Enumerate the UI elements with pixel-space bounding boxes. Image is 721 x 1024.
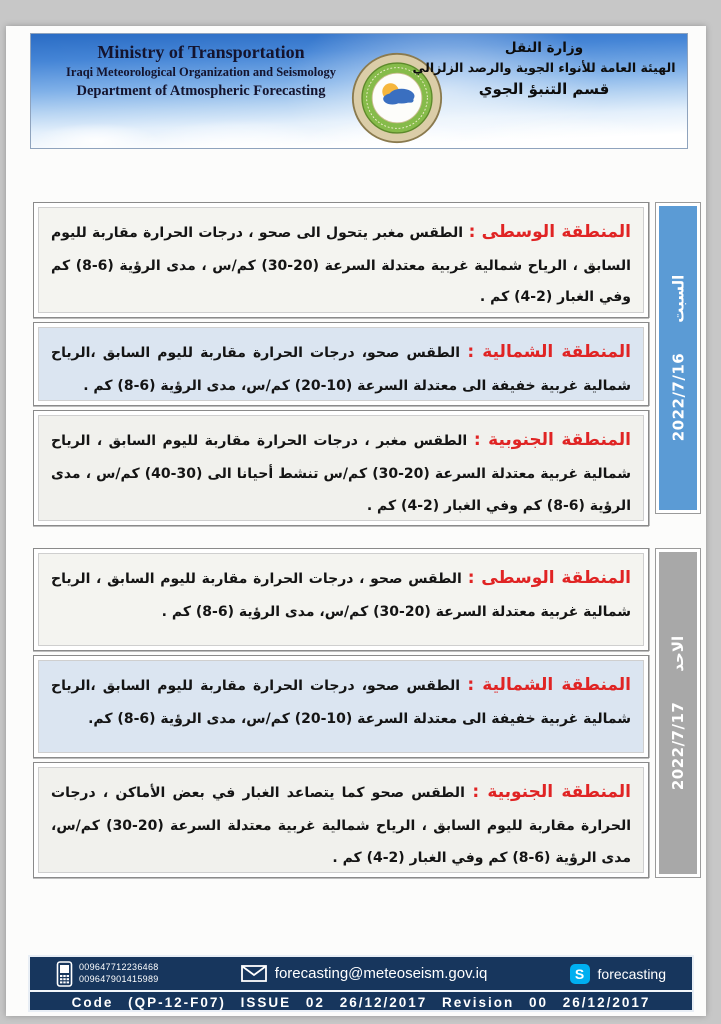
day-date: 2022/7/16: [669, 352, 688, 442]
header-arabic-block: [409, 40, 679, 98]
document-page: [6, 26, 706, 1016]
organization-title-ar: الهيئة العامة للأنواء الجوية والرصد الزلزالي: [412, 60, 676, 75]
department-title-ar: قسم التنبؤ الجوي: [478, 80, 610, 98]
day-name: السبت: [669, 274, 688, 323]
footer-contacts-row: [30, 957, 692, 990]
region-title: المنطقة الجنوبية :: [473, 430, 632, 451]
day-name: الاحد: [669, 635, 688, 672]
region-forecast-text: الطقس صحو كما يتصاعد الغبار في بعض الأماكن ، درجات الحرارة مقاربة لليوم السابق ، الرياح شمالية غربية معتدلة السرعة (20-30) كم/س، مدى الرؤية (6-8) كم وفي الغبار (2-4) كم .: [51, 785, 631, 866]
forecast-boxes-saturday: [33, 202, 649, 514]
email-address: forecasting@meteoseism.gov.iq: [274, 965, 488, 982]
footer-phone-block: [56, 961, 159, 987]
footer-email-block: [241, 965, 488, 982]
forecast-box-southern-sat: [33, 410, 649, 526]
header-banner: [30, 33, 688, 149]
forecast-box-northern-sun: [33, 655, 649, 758]
skype-icon: S: [570, 964, 590, 984]
day-tab-saturday: [655, 202, 701, 514]
organization-title-en: Iraqi Meteorological Organization and Seismology: [66, 65, 336, 79]
footer-skype-block: [570, 964, 666, 984]
forecast-group-sunday: [33, 548, 701, 878]
forecast-box-southern-sun: [33, 762, 649, 878]
forecast-group-saturday: [33, 202, 701, 514]
department-title-en: Department of Atmospheric Forecasting: [76, 83, 326, 99]
forecast-boxes-sunday: [33, 548, 649, 878]
phone-number-2: 009647901415989: [79, 973, 159, 984]
footer-contact-bar: [28, 955, 694, 1012]
forecast-box-central-sun: [33, 548, 649, 651]
region-title: المنطقة الوسطى :: [468, 222, 631, 242]
document-code-line: Code (QP-12-F07) ISSUE 02 26/12/2017 Revision 00 26/12/2017: [30, 990, 692, 1012]
region-title: المنطقة الشمالية :: [467, 675, 631, 696]
day-tab-sunday: [655, 548, 701, 878]
region-forecast-text: الطقس صحو، درجات الحرارة مقاربة لليوم السابق ،الرياح شمالية غربية خفيفة الى معتدلة السرعة (10-20) كم/س، مدى الرؤية (6-8) كم.: [51, 678, 631, 728]
region-forecast-text: الطقس صحو، درجات الحرارة مقاربة لليوم السابق ،الرياح شمالية غربية خفيفة الى معتدلة السرعة (10-20) كم/س، مدى الرؤية (6-8) كم .: [51, 344, 631, 394]
region-title: المنطقة الشمالية :: [467, 341, 631, 362]
phone-number-1: 009647712236468: [79, 962, 159, 973]
ministry-title-en: Ministry of Transportation: [97, 42, 305, 62]
ministry-title-ar: وزارة النقل: [504, 40, 584, 56]
region-forecast-text: الطقس مغبر يتحول الى صحو ، درجات الحرارة مقاربة لليوم السابق ، الرياح شمالية غربية معتدلة السرعة (20-30) كم/س ، مدى الرؤية (6-8) كم وفي الغبار (2-4) كم .: [51, 225, 631, 306]
region-forecast-text: الطقس مغبر ، درجات الحرارة مقاربة لليوم السابق ، الرياح شمالية غربية معتدلة السرعة (20-30) كم/س تنشط أحيانا الى (30-40) كم/س ، مدى الرؤية (6-8) كم وفي الغبار (2-4) كم .: [51, 433, 632, 514]
envelope-icon: [241, 965, 267, 982]
forecast-box-northern-sat: [33, 322, 649, 406]
region-forecast-text: الطقس صحو ، درجات الحرارة مقاربة لليوم السابق ، الرياح شمالية غربية معتدلة السرعة (20-30) كم/س، مدى الرؤية (6-8) كم .: [51, 571, 631, 621]
mobile-phone-icon: [56, 961, 73, 987]
skype-username: forecasting: [597, 965, 666, 982]
day-date: 2022/7/17: [669, 701, 688, 791]
region-title: المنطقة الجنوبية :: [472, 782, 631, 803]
region-title: المنطقة الوسطى :: [467, 568, 631, 588]
forecast-box-central-sat: [33, 202, 649, 318]
header-english-block: [41, 42, 361, 100]
